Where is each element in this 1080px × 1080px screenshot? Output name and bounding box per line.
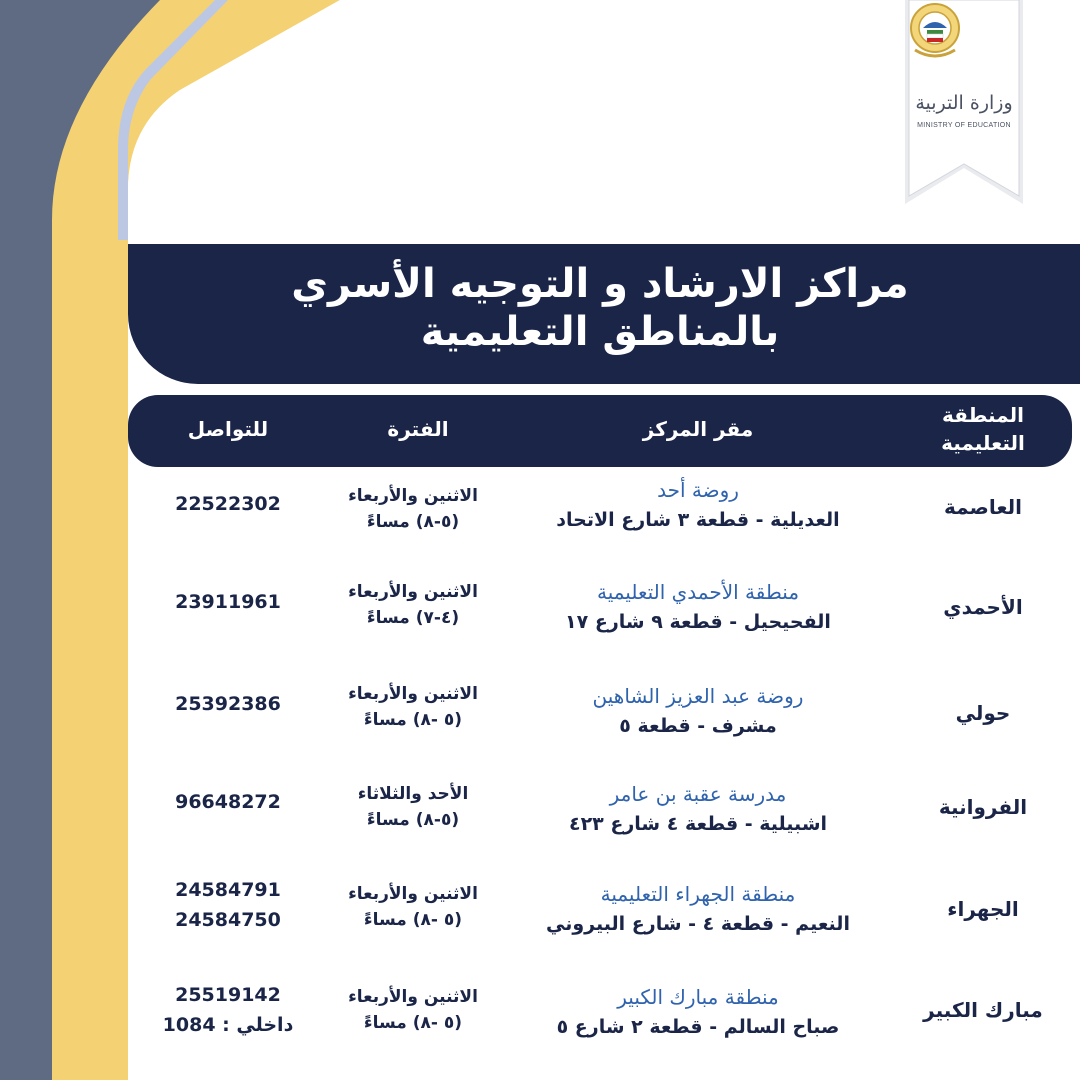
contact-number: 23911961 [175,591,281,613]
contact-number: 24584791 [175,879,281,901]
period-days: الاثنين والأربعاء [348,582,478,602]
contact-number-2: داخلي : 1084 [162,1014,294,1036]
region-cell: مبارك الكبير [923,998,1043,1022]
period-days: الاثنين والأربعاء [348,987,478,1007]
period-cell [318,483,508,535]
title-banner [128,244,1080,384]
period-cell [318,579,508,631]
header-period: الفترة [387,417,449,441]
period-time: (٥ -٨) مساءً [363,1013,463,1033]
period-days: الاثنين والأربعاء [348,684,478,704]
center-name: روضة عبد العزيز الشاهين [592,684,804,708]
center-address: صباح السالم - قطعة ٢ شارع ٥ [556,1016,840,1038]
contact-cell [138,787,318,817]
period-cell [318,881,508,933]
center-address: العديلية - قطعة ٣ شارع الاتحاد [556,509,840,531]
center-name: روضة أحد [657,478,739,502]
center-name: مدرسة عقبة بن عامر [609,782,787,806]
contact-number-2: 24584750 [175,909,281,931]
table-row [128,475,1072,570]
region-cell: الأحمدي [943,595,1023,619]
header-region-line-1: المنطقة [942,403,1024,427]
contact-number: 96648272 [175,791,281,813]
title-line-2: بالمناطق التعليمية [420,309,780,355]
contact-cell [138,980,318,1040]
period-days: الاثنين والأربعاء [348,486,478,506]
center-name: منطقة مبارك الكبير [617,985,779,1009]
title-line-1: مراكز الارشاد و التوجيه الأسري [291,261,909,307]
contact-number: 25519142 [175,984,281,1006]
region-cell: الجهراء [947,897,1019,921]
period-days: الأحد والثلاثاء [357,784,469,804]
center-address: الفحيحيل - قطعة ٩ شارع ١٧ [565,611,831,633]
table-row [128,675,1072,770]
contact-cell [138,489,318,519]
center-cell [508,475,888,535]
center-address: النعيم - قطعة ٤ - شارع البيروني [546,913,850,935]
region-cell: حولي [955,701,1011,725]
center-address: مشرف - قطعة ٥ [619,715,777,737]
table-row [128,980,1072,1075]
page-title [240,260,960,356]
period-time: (٥-٨) مساءً [366,810,460,830]
contact-cell [138,587,318,617]
period-cell [318,681,508,733]
center-cell [508,779,888,839]
center-cell [508,577,888,637]
header-region-line-2: التعليمية [941,431,1025,455]
table-header [128,395,1072,467]
ministry-name-arabic: وزارة التربية [915,92,1013,114]
contact-number: 25392386 [175,693,281,715]
header-center: مقر المركز [642,417,754,441]
center-cell [508,879,888,939]
center-name: منطقة الجهراء التعليمية [600,882,796,906]
header-contact: للتواصل [187,417,269,441]
region-cell: العاصمة [943,495,1023,519]
table-row [128,575,1072,670]
region-cell: الفروانية [938,795,1028,819]
contact-number: 22522302 [175,493,281,515]
header-region [898,401,1068,457]
center-cell [508,982,888,1042]
period-time: (٥ -٨) مساءً [363,910,463,930]
period-time: (٥-٨) مساءً [366,512,460,532]
ministry-logo [905,0,1023,204]
period-days: الاثنين والأربعاء [348,884,478,904]
table-row [128,775,1072,870]
contact-cell [138,689,318,719]
table-row [128,875,1072,970]
center-name: منطقة الأحمدي التعليمية [596,580,800,604]
period-cell [318,984,508,1036]
center-cell [508,681,888,741]
center-address: اشبيلية - قطعة ٤ شارع ٤٢٣ [568,813,828,835]
period-time: (٤-٧) مساءً [366,608,460,628]
kuwait-emblem-icon [905,0,965,66]
ministry-name-english: MINISTRY OF EDUCATION [917,122,1011,129]
period-cell [318,781,508,833]
contact-cell [138,875,318,935]
period-time: (٥ -٨) مساءً [363,710,463,730]
